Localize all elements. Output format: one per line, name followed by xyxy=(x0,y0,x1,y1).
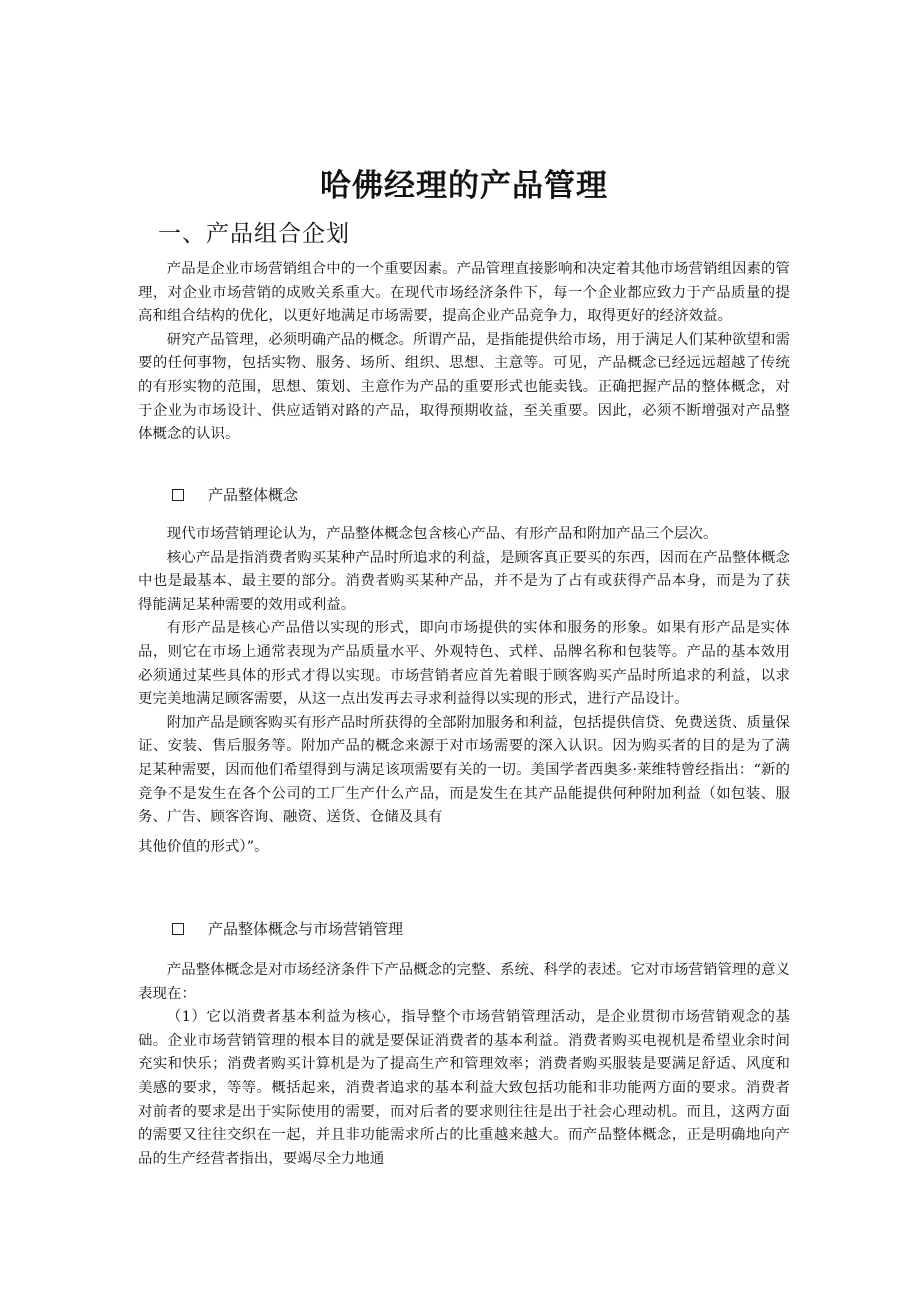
paragraph: 研究产品管理，必须明确产品的概念。所谓产品，是指能提供给市场，用于满足人们某种欲望和需要的任何事物，包括实物、服务、场所、组织、思想、主意等。可见，产品概念已经远远超越了传统的有形实物的范围，思想、策划、主意作为产品的重要形式也能卖钱。正确把握产品的整体概念，对于企业为市场设计、供应适销对路的产品，取得预期收益，至关重要。因此，必须不断增强对产品整体概念的认识。 xyxy=(138,331,790,443)
paragraph: 现代市场营销理论认为，产品整体概念包含核心产品、有形产品和附加产品三个层次。 xyxy=(166,526,718,542)
checkbox-square-icon xyxy=(172,923,184,935)
subheading-product-concept xyxy=(172,483,298,507)
paragraph: （1）它以消费者基本利益为核心，指导整个市场营销管理活动，是企业贯彻市场营销观念的基础。企业市场营销管理的根本目的就是要保证消费者的基本利益。消费者购买电视机是希望业余时间充实和快乐；消费者购买计算机是为了提高生产和管理效率；消费者购买服装是要满足舒适、风度和美感的要求，等等。概括起来，消费者追求的基本利益大致包括功能和非功能两方面的要求。消费者对前者的要求是出于实际使用的需要，而对后者的要求则往往是出于社会心理动机。而且，这两方面的需要又往往交织在一起，并且非功能需求所占的比重越来越大。而产品整体概念，正是明确地向产品的生产经营者指出，要竭尽全力地通 xyxy=(138,1009,790,1167)
section1-body xyxy=(138,258,790,447)
section-heading: 一、产品组合企划 xyxy=(158,221,350,247)
sub2-body xyxy=(138,959,790,1171)
subheading-label: 产品整体概念 xyxy=(208,486,299,504)
sub1-body xyxy=(138,523,790,864)
paragraph: 附加产品是顾客购买有形产品时所获得的全部附加服务和利益，包括提供信贷、免费送货、质量保证、安装、售后服务等。附加产品的概念来源于对市场需要的深入认识。因为购买者的目的是为了满足某种需要，因而他们希望得到与满足该项需要有关的一切。美国学者西奥多·莱维特曾经指出：“新的竞争不是发生在各个公司的工厂生产什么产品，而是发生在其产品能提供何种附加利益（如包装、服务、广告、顾客咨询、融资、送货、仓储及具有 xyxy=(138,714,790,826)
subheading-marketing-management xyxy=(172,917,403,941)
paragraph: 产品整体概念是对市场经济条件下产品概念的完整、系统、科学的表述。它对市场营销管理的意义表现在： xyxy=(138,962,790,1002)
subheading-label: 产品整体概念与市场营销管理 xyxy=(208,920,404,938)
paragraph: 产品是企业市场营销组合中的一个重要因素。产品管理直接影响和决定着其他市场营销组因素的管理，对企业市场营销的成败关系重大。在现代市场经济条件下，每一个企业都应致力于产品质量的提高和组合结构的优化，以更好地满足市场需要，提高企业产品竞争力，取得更好的经济效益。 xyxy=(138,261,790,325)
paragraph-tail: 其他价值的形式）”。 xyxy=(138,838,269,855)
paragraph: 核心产品是指消费者购买某种产品时所追求的利益，是顾客真正要买的东西，因而在产品整体概念中也是最基本、最主要的部分。消费者购买某种产品，并不是为了占有或获得产品本身，而是为了获得能满足某种需要的效用或利益。 xyxy=(138,549,790,613)
document-title: 哈佛经理的产品管理 xyxy=(320,168,608,204)
paragraph: 有形产品是核心产品借以实现的形式，即向市场提供的实体和服务的形象。如果有形产品是实体品，则它在市场上通常表现为产品质量水平、外观特色、式样、品牌名称和包装等。产品的基本效用必须通过某些具体的形式才得以实现。市场营销者应首先着眼于顾客购买产品时所追求的利益，以求更完美地满足顾客需要，从这一点出发再去寻求利益得以实现的形式，进行产品设计。 xyxy=(138,620,790,708)
checkbox-square-icon xyxy=(172,489,184,501)
